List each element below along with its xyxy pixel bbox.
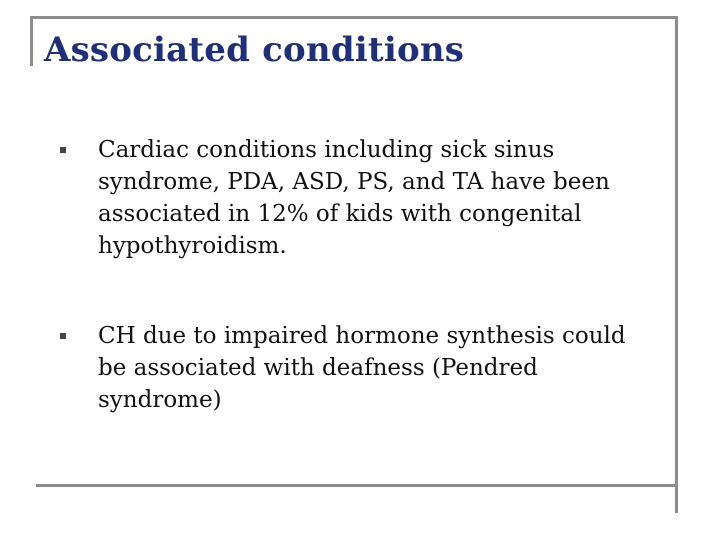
- bullet-text: Cardiac conditions including sick sinus syndrome, PDA, ASD, PS, and TA have been associated in 12% of kids with congenital hypothyroidism.: [98, 137, 610, 259]
- frame-left-line: [30, 16, 33, 66]
- slide-title: Associated conditions: [44, 30, 465, 70]
- square-bullet-icon: [60, 333, 66, 339]
- bullet-item-deafness: [60, 320, 660, 416]
- square-bullet-icon: [60, 147, 66, 153]
- bullet-text: CH due to impaired hormone synthesis could be associated with deafness (Pendred syndrome): [98, 323, 626, 413]
- frame-top-line: [30, 16, 678, 19]
- bullet-list: [60, 134, 660, 474]
- frame-bottom-line: [36, 484, 678, 487]
- bullet-item-cardiac: [60, 134, 660, 262]
- frame-right-line: [675, 16, 678, 513]
